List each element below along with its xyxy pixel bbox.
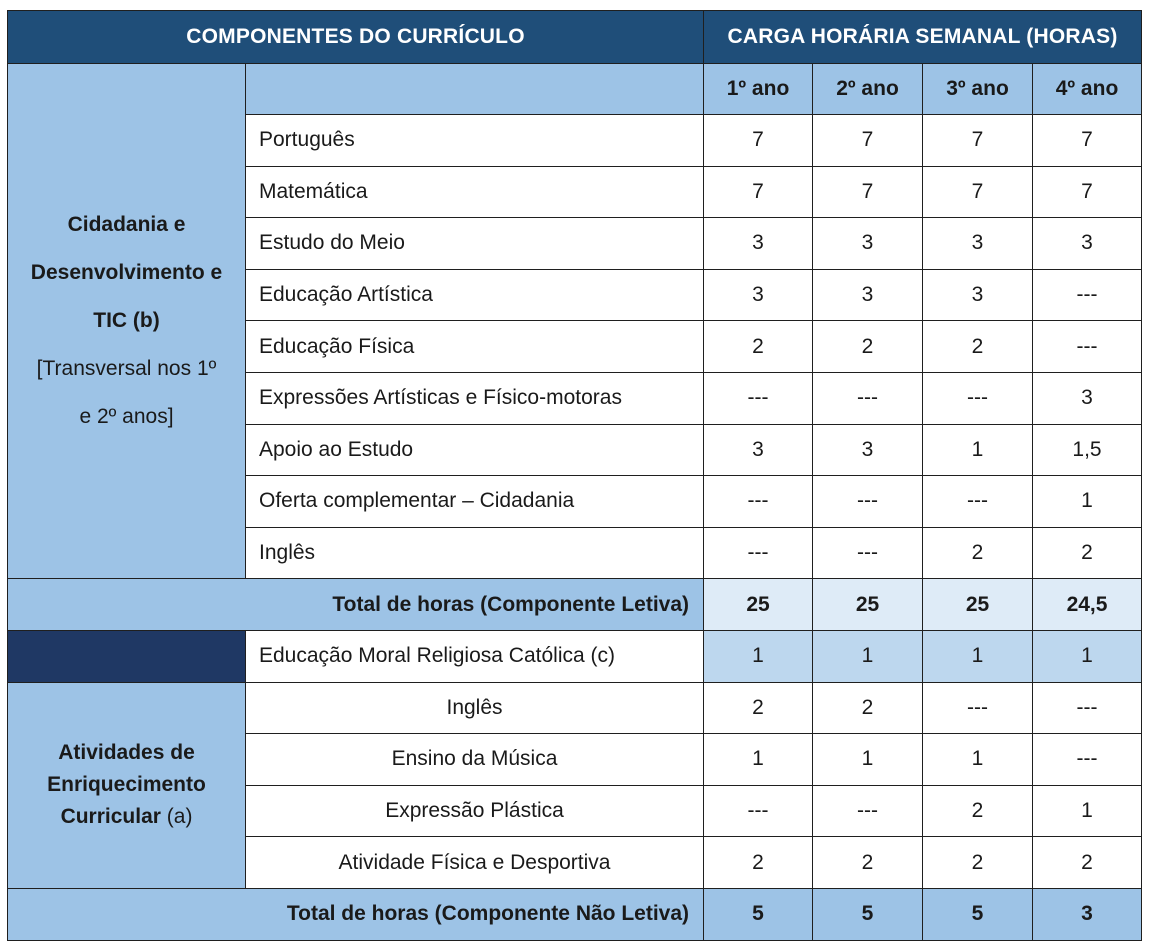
hours-cell: --- (1033, 682, 1142, 734)
hours-cell: 7 (923, 166, 1033, 218)
total-value: 3 (1033, 888, 1142, 940)
hours-cell: 1 (923, 734, 1033, 786)
hours-cell: --- (813, 476, 923, 528)
group2-title-line: Curricular (60, 805, 161, 829)
group2-title-line: Enriquecimento (47, 773, 206, 797)
total-label: Total de horas (Componente Letiva) (8, 579, 704, 631)
hours-cell: 1 (704, 630, 813, 682)
year-header: 2º ano (813, 64, 923, 115)
total-value: 25 (923, 579, 1033, 631)
group2-title-line: Atividades de (58, 741, 195, 765)
hours-cell: 1 (1033, 476, 1142, 528)
hours-cell: --- (813, 785, 923, 837)
hours-cell: 2 (1033, 527, 1142, 579)
header-row (8, 11, 1142, 64)
hours-cell: 2 (923, 837, 1033, 889)
hours-cell: 1 (1033, 630, 1142, 682)
subject-cell: Educação Física (246, 321, 704, 373)
hours-cell: 2 (813, 837, 923, 889)
hours-cell: --- (1033, 734, 1142, 786)
hours-cell: --- (704, 527, 813, 579)
group1-title-line-3: TIC (b) (93, 309, 160, 333)
hours-cell: 1,5 (1033, 424, 1142, 476)
hours-cell: 2 (923, 321, 1033, 373)
subject-cell: Educação Moral Religiosa Católica (c) (246, 630, 704, 682)
hours-cell: 3 (1033, 372, 1142, 424)
hours-cell: 2 (1033, 837, 1142, 889)
year-header: 3º ano (923, 64, 1033, 115)
hours-cell: 1 (813, 630, 923, 682)
subject-cell: Apoio ao Estudo (246, 424, 704, 476)
components-header (8, 11, 704, 64)
hours-cell: 2 (704, 682, 813, 734)
hours-cell: 3 (813, 218, 923, 270)
subject-cell: Ensino da Música (246, 734, 704, 786)
hours-cell: --- (704, 372, 813, 424)
hours-cell: 1 (923, 630, 1033, 682)
subject-cell: Inglês (246, 682, 704, 734)
hours-cell: --- (704, 476, 813, 528)
emrc-side-cell (8, 630, 246, 682)
group1-label-cell (8, 64, 246, 579)
hours-header (704, 11, 1142, 64)
years-row-blank (246, 64, 704, 115)
subject-cell: Atividade Física e Desportiva (246, 837, 704, 889)
hours-cell: 7 (813, 166, 923, 218)
hours-cell: --- (923, 476, 1033, 528)
hours-cell: 1 (813, 734, 923, 786)
hours-cell: 1 (1033, 785, 1142, 837)
hours-cell: 2 (704, 321, 813, 373)
years-row (8, 64, 1142, 115)
hours-cell: 3 (923, 269, 1033, 321)
hours-cell: --- (1033, 321, 1142, 373)
year-header: 1º ano (704, 64, 813, 115)
table-row (8, 682, 1142, 734)
hours-cell: 3 (704, 218, 813, 270)
total-row-nao-letiva (8, 888, 1142, 940)
components-header-label: COMPONENTES DO CURRÍCULO (186, 25, 525, 48)
total-value: 24,5 (1033, 579, 1142, 631)
hours-cell: --- (813, 527, 923, 579)
hours-cell: 7 (704, 115, 813, 167)
hours-cell: 7 (704, 166, 813, 218)
subject-cell: Matemática (246, 166, 704, 218)
hours-cell: 2 (704, 837, 813, 889)
hours-cell: 3 (923, 218, 1033, 270)
hours-cell: --- (923, 682, 1033, 734)
hours-cell: --- (704, 785, 813, 837)
total-label: Total de horas (Componente Não Letiva) (8, 888, 704, 940)
hours-cell: 7 (813, 115, 923, 167)
subject-cell: Oferta complementar – Cidadania (246, 476, 704, 528)
group1-note-line-1: [Transversal nos 1º (36, 357, 217, 381)
hours-header-label: CARGA HORÁRIA SEMANAL (HORAS) (727, 25, 1118, 48)
hours-cell: 3 (1033, 218, 1142, 270)
total-value: 25 (704, 579, 813, 631)
emrc-row (8, 630, 1142, 682)
total-value: 25 (813, 579, 923, 631)
group1-title-line-1: Cidadania e (67, 213, 186, 237)
hours-cell: 3 (704, 424, 813, 476)
hours-cell: 3 (704, 269, 813, 321)
subject-cell: Estudo do Meio (246, 218, 704, 270)
hours-cell: 1 (923, 424, 1033, 476)
group1-note-line-2: e 2º anos] (79, 405, 174, 429)
hours-cell: 2 (923, 527, 1033, 579)
year-header: 4º ano (1033, 64, 1142, 115)
hours-cell: --- (923, 372, 1033, 424)
hours-cell: 3 (813, 424, 923, 476)
total-value: 5 (813, 888, 923, 940)
hours-cell: 2 (813, 682, 923, 734)
hours-cell: 7 (923, 115, 1033, 167)
curriculum-table (7, 10, 1142, 941)
subject-cell: Português (246, 115, 704, 167)
hours-cell: 3 (813, 269, 923, 321)
subject-cell: Educação Artística (246, 269, 704, 321)
hours-cell: 1 (704, 734, 813, 786)
hours-cell: 2 (813, 321, 923, 373)
subject-cell: Expressões Artísticas e Físico-motoras (246, 372, 704, 424)
total-value: 5 (923, 888, 1033, 940)
table-body (8, 11, 1142, 941)
hours-cell: 2 (923, 785, 1033, 837)
hours-cell: 7 (1033, 166, 1142, 218)
total-row-letiva (8, 579, 1142, 631)
subject-cell: Inglês (246, 527, 704, 579)
group2-label-cell (8, 682, 246, 888)
hours-cell: 7 (1033, 115, 1142, 167)
hours-cell: --- (813, 372, 923, 424)
subject-cell: Expressão Plástica (246, 785, 704, 837)
total-value: 5 (704, 888, 813, 940)
hours-cell: --- (1033, 269, 1142, 321)
group2-title-suffix: (a) (160, 805, 193, 829)
group1-title-line-2: Desenvolvimento e (30, 261, 223, 285)
